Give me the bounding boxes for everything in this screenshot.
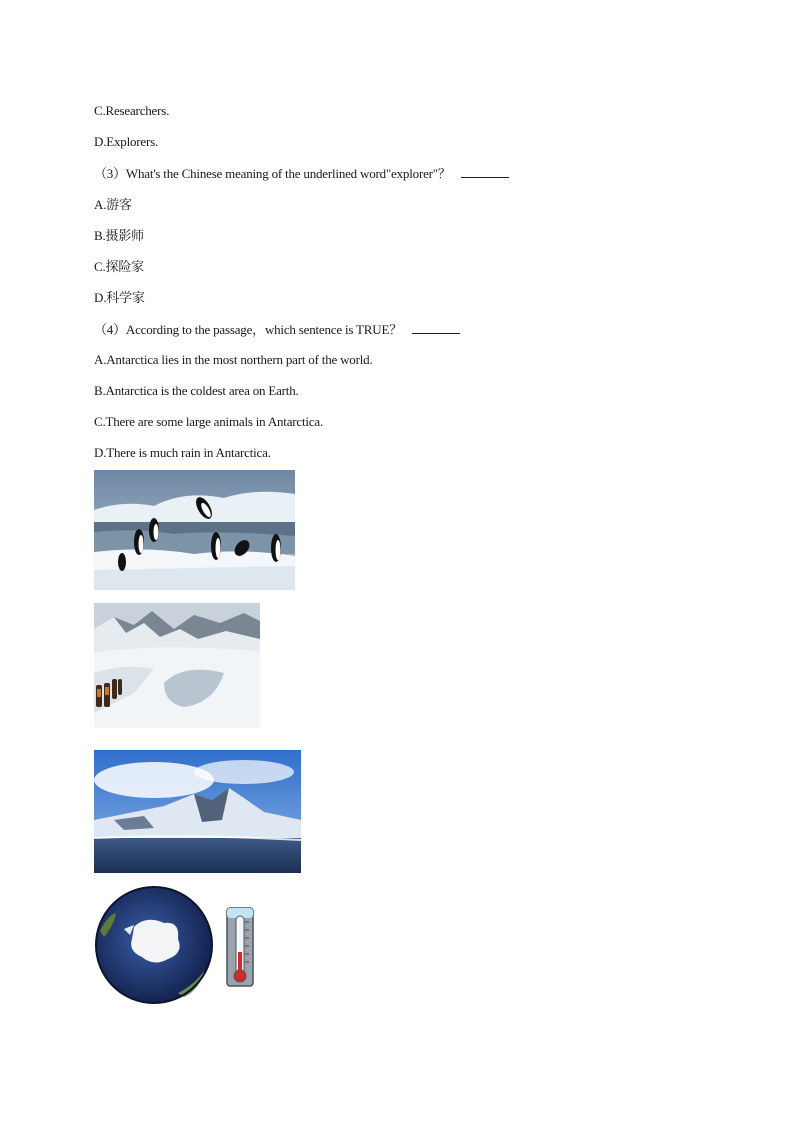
q4-stem	[94, 321, 460, 338]
q2-option-c: C.Researchers.	[94, 103, 170, 118]
q3-option-c: C.探险家	[94, 259, 144, 274]
q4-stem-text: （4）According to the passage，which sentence is TRUE？	[94, 322, 402, 337]
q4-option-c: C.There are some large animals in Antarctica.	[94, 414, 323, 429]
q3-stem-text: （3）What's the Chinese meaning of the underlined word"explorer"？	[94, 166, 451, 181]
q3-answer-blank[interactable]	[461, 165, 509, 178]
q2-option-d: D.Explorers.	[94, 134, 159, 149]
explorers-snowfield-photo	[94, 603, 260, 728]
q4-option-a: A.Antarctica lies in the most northern part of the world.	[94, 352, 373, 367]
q3-stem	[94, 165, 509, 182]
antarctica-globe-image	[94, 885, 216, 1005]
antarctic-mountain-photo	[94, 750, 301, 873]
penguins-on-ice-photo	[94, 470, 295, 590]
q4-option-d: D.There is much rain in Antarctica.	[94, 445, 271, 460]
q4-option-b: B.Antarctica is the coldest area on Earth.	[94, 383, 299, 398]
q4-answer-blank[interactable]	[412, 321, 460, 334]
thermometer-icon	[225, 906, 255, 988]
q3-option-d: D.科学家	[94, 290, 145, 305]
q3-option-b: B.摄影师	[94, 228, 144, 243]
q3-option-a: A.游客	[94, 197, 132, 212]
